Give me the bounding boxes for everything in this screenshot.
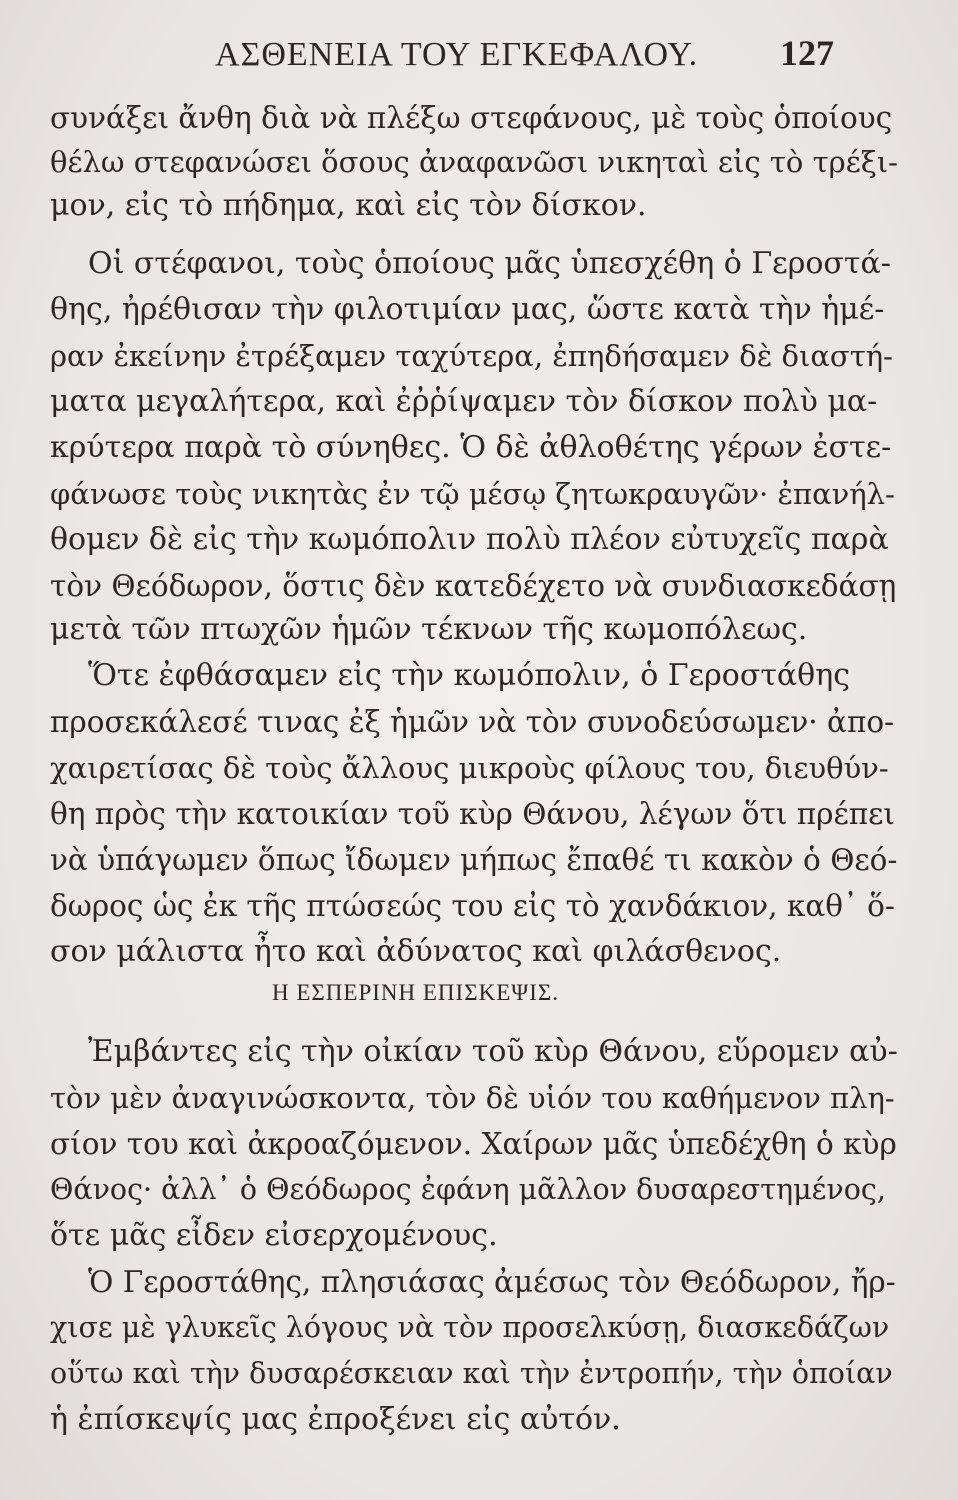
text-line: προσεκάλεσέ τινας ἐξ ἡμῶν νὰ τὸν συνοδεύσωμεν· ἀπο- xyxy=(50,705,895,739)
text-line: ὅτε μᾶς εἶδεν εἰσερχομένους. xyxy=(50,1218,498,1253)
text-line: θη πρὸς τὴν κατοικίαν τοῦ κὺρ Θάνου, λέγων ὅτι πρέπει xyxy=(50,797,895,831)
text-line: ματα μεγαλήτερα, καὶ ἐῤῥίψαμεν τὸν δίσκον πολὺ μα- xyxy=(50,384,878,419)
text-line: Ὅτε ἐφθάσαμεν εἰς τὴν κωμόπολιν, ὁ Γεροστάθης xyxy=(88,658,851,693)
text-line: δωρος ὡς ἐκ τῆς πτώσεώς του εἰς τὸ χανδάκιον, καθ᾽ ὅ- xyxy=(50,889,895,923)
text-line: σίον του καὶ ἀκροαζόμενον. Χαίρων μᾶς ὑπεδέχθη ὁ κὺρ xyxy=(50,1127,897,1161)
text-line: ραν ἐκείνην ἐτρέξαμεν ταχύτερα, ἐπηδήσαμεν δὲ διαστή- xyxy=(50,339,893,373)
text-line: συνάξει ἄνθη διὰ νὰ πλέξω στεφάνους, μὲ τοὺς ὁποίους xyxy=(50,101,893,135)
text-line: θομεν δὲ εἰς τὴν κωμόπολιν πολὺ πλέον εὐτυχεῖς παρὰ xyxy=(50,522,889,557)
text-line: θης, ἠρέθισαν τὴν φιλοτιμίαν μας, ὥστε κατὰ τὴν ἡμέ- xyxy=(50,292,885,327)
text-line: θέλω στεφανώσει ὅσους ἀναφανῶσι νικηταὶ εἰς τὸ τρέξι- xyxy=(50,145,898,179)
text-line: μετὰ τῶν πτωχῶν ἡμῶν τέκνων τῆς κωμοπόλεως. xyxy=(50,612,808,647)
text-line: νὰ ὑπάγωμεν ὅπως ἴδωμεν μήπως ἔπαθέ τι κακὸν ὁ Θεό- xyxy=(50,843,898,877)
text-line: Ἐμβάντες εἰς τὴν οἰκίαν τοῦ κὺρ Θάνου, εὕρομεν αὐ- xyxy=(88,1034,898,1069)
text-line: φάνωσε τοὺς νικητὰς ἐν τῷ μέσῳ ζητωκραυγῶν· ἐπανήλ- xyxy=(50,477,895,511)
page-number: 127 xyxy=(780,33,834,73)
text-line: κρύτερα παρὰ τὸ σύνηθες. Ὁ δὲ ἀθλοθέτης γέρων ἐστε- xyxy=(50,430,892,465)
running-head: ΑΣΘΕΝΕΙΑ ΤΟΥ ΕΓΚΕΦΑΛΟΥ. xyxy=(215,36,699,73)
text-line: χισε μὲ γλυκεῖς λόγους νὰ τὸν προσελκύσῃ, διασκεδάζων xyxy=(50,1311,890,1344)
text-line: χαιρετίσας δὲ τοὺς ἄλλους μικροὺς φίλους του, διευθύν- xyxy=(50,751,889,785)
text-line: σον μάλιστα ἦτο καὶ ἀδύνατος καὶ φιλάσθενος. xyxy=(50,934,782,969)
text-line: Θάνος· ἀλλ᾽ ὁ Θεόδωρος ἐφάνη μᾶλλον δυσαρεστημένος, xyxy=(50,1173,886,1206)
text-line: Ὁ Γεροστάθης, πλησιάσας ἀμέσως τὸν Θεόδωρον, ἤρ- xyxy=(88,1265,896,1299)
section-title: Η ΕΣΠΕΡΙΝΗ ΕΠΙΣΚΕΨΙΣ. xyxy=(272,980,560,1005)
text-line: Οἱ στέφανοι, τοὺς ὁποίους μᾶς ὑπεσχέθη ὁ Γεροστά- xyxy=(88,246,891,281)
text-line: τὸν Θεόδωρον, ὅστις δὲν κατεδέχετο νὰ συνδιασκεδάσῃ xyxy=(50,569,897,603)
text-line: μον, εἰς τὸ πήδημα, καὶ εἰς τὸν δίσκον. xyxy=(50,188,647,223)
text-line: τὸν μὲν ἀναγινώσκοντα, τὸν δὲ υἱόν του καθήμενον πλη- xyxy=(50,1081,895,1115)
text-line: ἡ ἐπίσκεψίς μας ἐπροξένει εἰς αὐτόν. xyxy=(50,1402,621,1437)
text-line: οὕτω καὶ τὴν δυσαρέσκειαν καὶ τὴν ἐντροπήν, τὴν ὁποίαν xyxy=(50,1357,893,1390)
